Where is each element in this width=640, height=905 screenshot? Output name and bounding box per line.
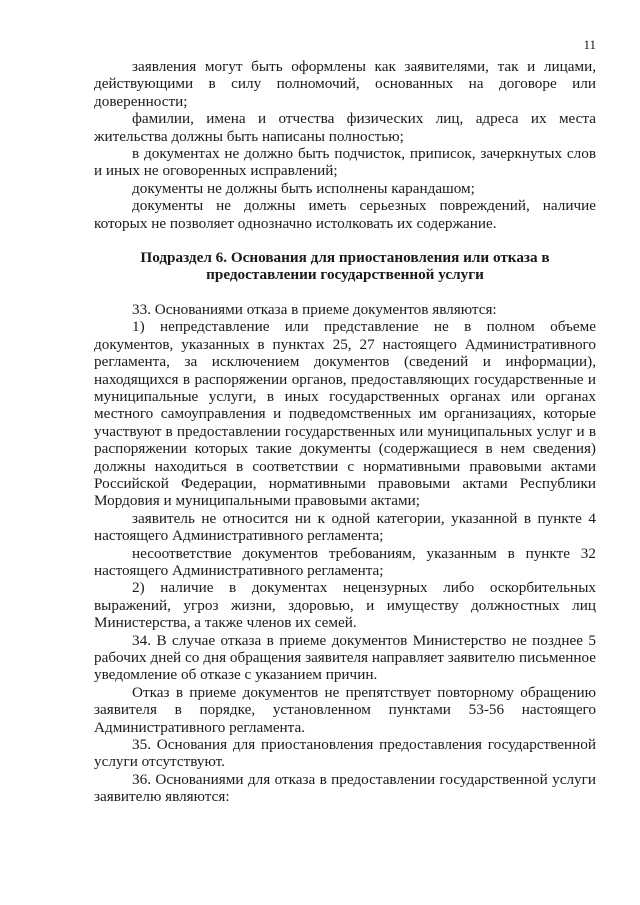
paragraph: 35. Основания для приостановления предоставления государственной услуги отсутствуют. — [94, 736, 596, 771]
paragraph: Отказ в приеме документов не препятствует повторному обращению заявителя в порядке, установленном пунктами 53-56 настоящего Административного регламента. — [94, 683, 596, 736]
paragraph: 36. Основаниями для отказа в предоставлении государственной услуги заявителю являются: — [94, 770, 596, 806]
lead-paragraphs — [94, 58, 596, 232]
paragraph: 33. Основаниями отказа в приеме документов являются: — [132, 300, 497, 318]
paragraph: документы не должны иметь серьезных повреждений, наличие которых не позволяет однозначно истолковать их содержание. — [94, 197, 596, 232]
paragraph: несоответствие документов требованиям, указанным в пункте 32 настоящего Административного регламента; — [94, 544, 596, 579]
paragraph: фамилии, имена и отчества физических лиц, адреса их места жительства должны быть написаны полностью; — [94, 110, 596, 145]
paragraph: 34. В случае отказа в приеме документов Министерство не позднее 5 рабочих дней со дня обращения заявителя направляет заявителю письменное уведомление об отказе с указанием причин. — [94, 631, 596, 684]
paragraph: в документах не должно быть подчисток, приписок, зачеркнутых слов и иных не оговоренных исправлений; — [94, 145, 596, 180]
body-paragraphs — [94, 301, 596, 806]
paragraph: документы не должны быть исполнены карандашом; — [132, 179, 475, 197]
page-number: 11 — [583, 37, 596, 52]
paragraph: заявитель не относится ни к одной категории, указанной в пункте 4 настоящего Административного регламента; — [94, 509, 596, 545]
subsection-title: Подраздел 6. Основания для приостановления или отказа в предоставлении государственной услуги — [140, 249, 550, 284]
paragraph: 1) непредставление или представление не в полном объеме документов, указанных в пунктах 25, 27 настоящего Административного регламента, за исключением документов (сведений и информации), находящихся в распоряжении органов, предоставляющих государственные и муниципальные услуги, в иных государственных органах или органах местного самоуправления и подведомственных им организациях, которые участвуют в предоставлении государственных или муниципальных услуг и в распоряжении которых такие документы (содержащиеся в нем сведения) должны находиться в соответствии с нормативными правовыми актами Российской Федерации, нормативными правовыми актами Республики Мордовия и муниципальными правовыми актами; — [94, 318, 596, 510]
paragraph: заявления могут быть оформлены как заявителями, так и лицами, действующими в силу полномочий, основанных на договоре или доверенности; — [94, 58, 596, 110]
paragraph: 2) наличие в документах нецензурных либо оскорбительных выражений, угроз жизни, здоровью, и имуществу должностных лиц Министерства, а также членов их семей. — [94, 579, 596, 632]
